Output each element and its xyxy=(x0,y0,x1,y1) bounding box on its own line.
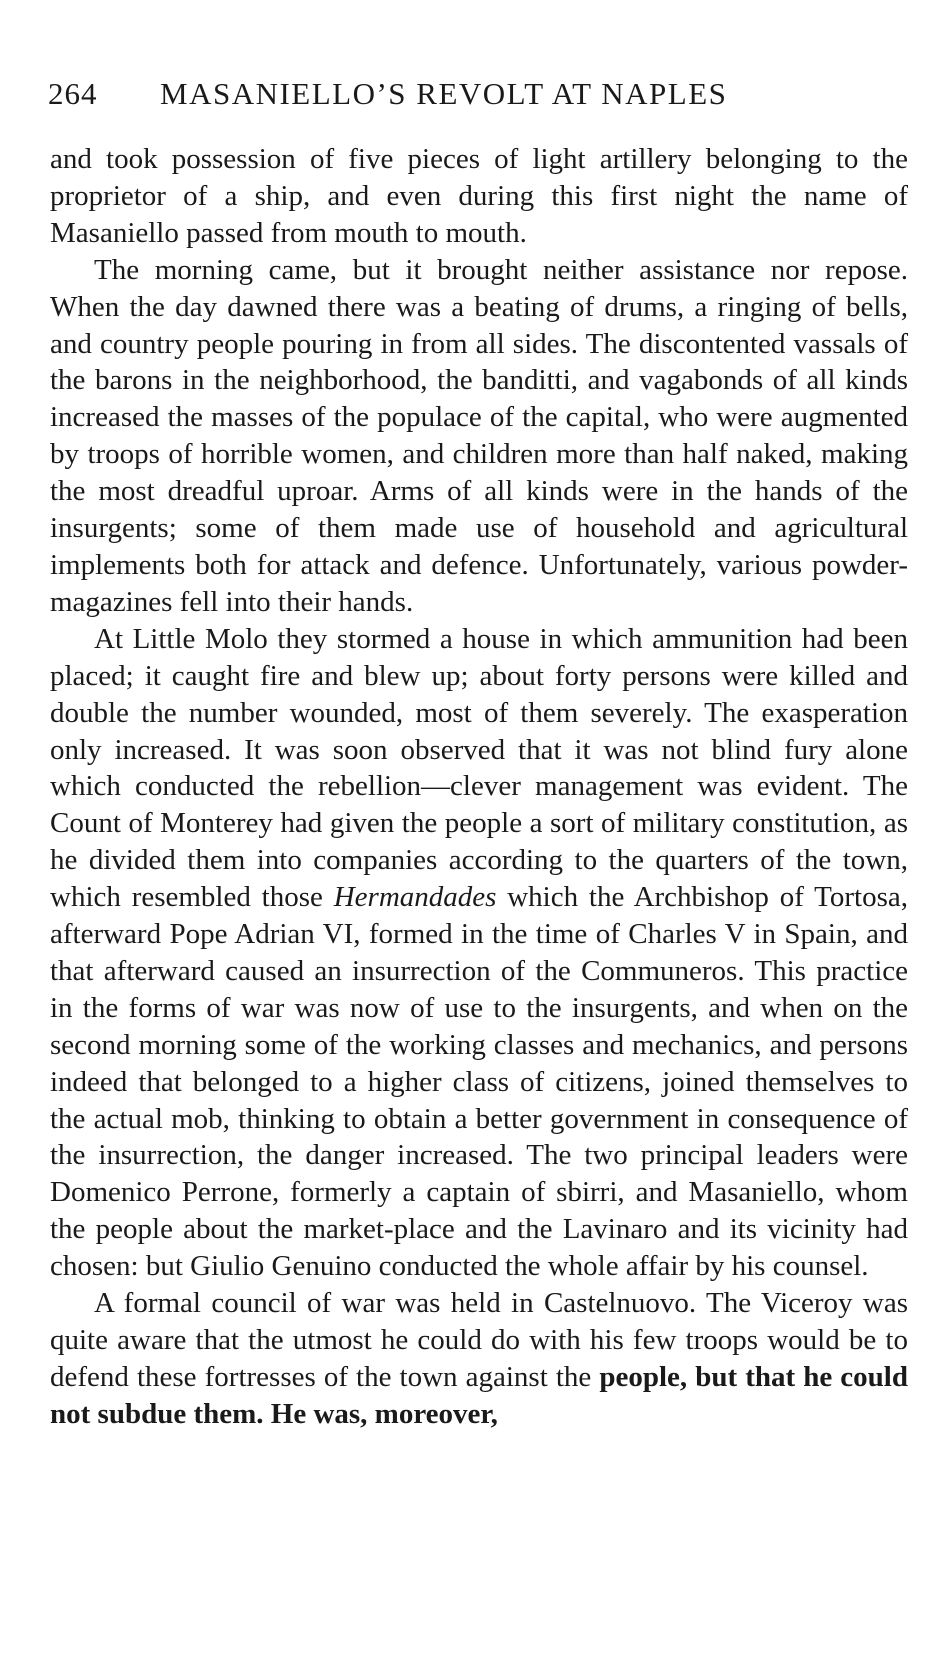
page-number: 264 xyxy=(48,76,98,111)
paragraph-little-molo-text-b: which the Archbishop of Tortosa, afterward Pope Adrian VI, formed in the time of Charles V in Spain, and that afterward caused an insurrection of the Communeros. This practice in the forms of war was now of use to the insurgents, and when on the second morning some of the working classes and mechanics, and persons indeed that belonged to a higher class of citizens, joined themselves to the actual mob, thinking to obtain a better government in consequence of the insurrection, the danger increased. The two principal leaders were Domenico Perrone, formerly a captain of sbirri, and Masaniello, whom the people about the market-place and the Lavinaro and its vicinity had chosen: but Giulio Genuino conducted the whole affair by his counsel. xyxy=(50,881,908,1283)
paragraph-council-of-war xyxy=(50,1285,908,1433)
running-title: MASANIELLO’S REVOLT AT NAPLES xyxy=(160,76,728,111)
paragraph-council-bold-line: people, but that he could not subdue them. He was, moreover, xyxy=(50,1360,908,1430)
italic-term-hermandades: Hermandades xyxy=(333,881,497,914)
paragraph-little-molo xyxy=(50,621,908,1285)
paragraph-continuation: and took possession of five pieces of light artillery belonging to the proprietor of a ship, and even during this first night the name of Masaniello passed from mouth to mouth. xyxy=(50,143,908,249)
paragraph-little-molo-text-a: At Little Molo they stormed a house in which ammunition had been placed; it caught fire and blew up; about forty persons were killed and double the number wounded, most of them severely. The exasperation only increased. It was soon observed that it was not blind fury alone which conducted the rebellion—clever management was evident. The Count of Monterey had given the people a sort of military constitution, as he divided them into companies according to the quarters of the town, which resembled those xyxy=(50,622,908,914)
paragraph-morning: The morning came, but it brought neither assistance nor repose. When the day dawned there was a beating of drums, a ringing of bells, and country people pouring in from all sides. The discontented vassals of the barons in the neighborhood, the banditti, and vagabonds of all kinds increased the masses of the populace of the capital, who were augmented by troops of horrible women, and children more than half naked, making the most dreadful uproar. Arms of all kinds were in the hands of the insurgents; some of them made use of household and agricultural implements both for attack and defence. Unfortunately, various powder-magazines fell into their hands. xyxy=(50,253,908,618)
running-head xyxy=(48,72,908,116)
body-text xyxy=(50,141,908,1433)
paragraph-council-text: A formal council of war was held in Castelnuovo. The Viceroy was quite aware that the utmost he could do with his few troops would be to defend these fortresses of the town against the xyxy=(50,1287,908,1393)
